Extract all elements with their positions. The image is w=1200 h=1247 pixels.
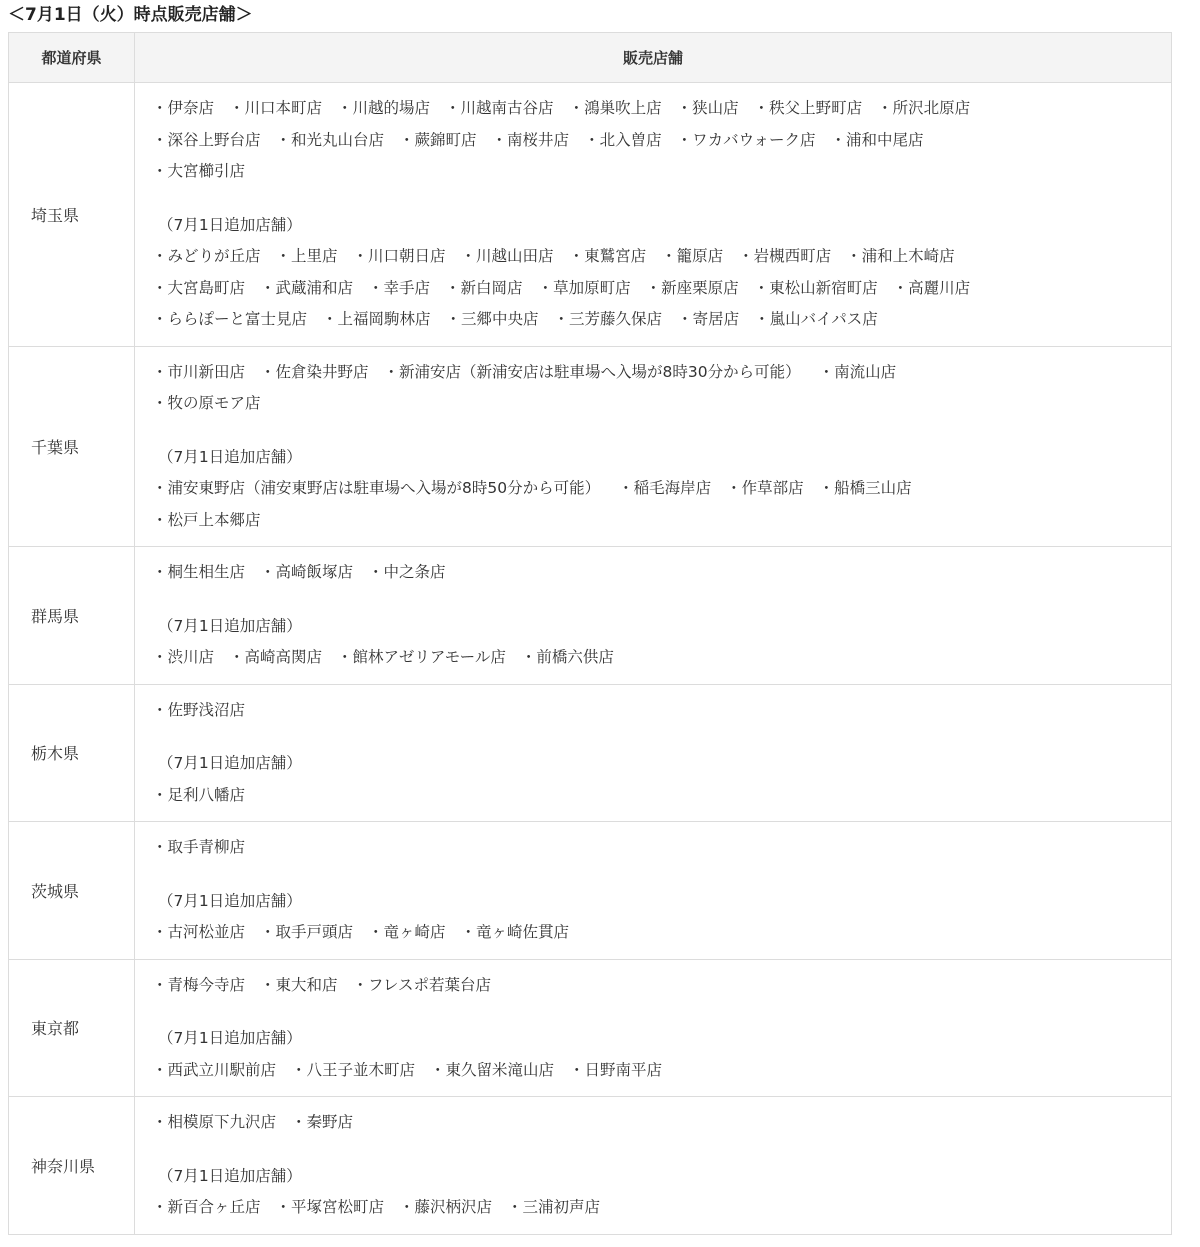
store-item: ・東大和店 bbox=[260, 975, 338, 994]
added-stores-label: （7月1日追加店舗） bbox=[158, 215, 302, 234]
store-item: ・ららぽーと富士見店 bbox=[152, 310, 308, 328]
store-item: ・三浦初声店 bbox=[507, 1198, 601, 1216]
store-item: ・深谷上野台店 bbox=[152, 130, 261, 149]
header-prefecture: 都道府県 bbox=[9, 33, 135, 83]
store-item: ・狭山店 bbox=[676, 99, 739, 117]
store-item: ・南桜井店 bbox=[491, 130, 570, 149]
store-line bbox=[152, 508, 1171, 540]
stores-cell bbox=[135, 684, 1172, 822]
store-item: ・南流山店 bbox=[818, 362, 897, 381]
section-gap bbox=[152, 423, 1171, 445]
stores-cell bbox=[135, 1097, 1172, 1235]
section-gap bbox=[152, 592, 1171, 614]
store-item: ・高崎高関店 bbox=[229, 648, 323, 666]
store-item: ・藤沢柄沢店 bbox=[399, 1198, 493, 1216]
store-item: ・平塚宮松町店 bbox=[275, 1198, 385, 1216]
store-item: ・北入曽店 bbox=[584, 130, 662, 149]
stores-cell bbox=[135, 83, 1172, 347]
store-line bbox=[152, 1110, 1171, 1142]
section-gap bbox=[152, 867, 1171, 889]
page-heading: ＜7月1日（火）時点販売店舗＞ bbox=[8, 5, 253, 25]
store-item: ・浦和中尾店 bbox=[830, 130, 924, 149]
store-item: ・みどりが丘店 bbox=[152, 247, 261, 265]
store-item: ・稲毛海岸店 bbox=[618, 479, 712, 497]
store-item: ・秦野店 bbox=[291, 1113, 354, 1131]
prefecture-cell: 群馬県 bbox=[9, 547, 135, 685]
added-stores-label: （7月1日追加店舗） bbox=[158, 1029, 302, 1047]
store-line bbox=[152, 698, 1171, 730]
added-stores-label: （7月1日追加店舗） bbox=[158, 1166, 302, 1185]
store-item: ・大宮櫛引店 bbox=[152, 162, 246, 180]
prefecture-cell: 千葉県 bbox=[9, 346, 135, 547]
added-stores-label: （7月1日追加店舗） bbox=[158, 891, 302, 910]
store-item: ・幸手店 bbox=[368, 278, 431, 297]
store-item: ・浦安東野店（浦安東野店は駐車場へ入場が8時50分から可能） bbox=[152, 479, 601, 497]
store-item: ・武蔵浦和店 bbox=[260, 278, 354, 297]
store-item: ・佐野浅沼店 bbox=[152, 700, 246, 719]
store-item: ・新浦安店（新浦安店は駐車場へ入場が8時30分から可能） bbox=[383, 362, 801, 381]
store-item: ・三郷中央店 bbox=[445, 310, 539, 328]
store-item: ・鴻巣吹上店 bbox=[568, 99, 662, 117]
store-line bbox=[152, 128, 1171, 160]
store-item: ・籠原店 bbox=[661, 247, 724, 265]
store-line bbox=[152, 645, 1171, 677]
store-item: ・渋川店 bbox=[152, 648, 215, 666]
store-item: ・川越南古谷店 bbox=[445, 99, 554, 117]
store-item: ・東鷲宮店 bbox=[568, 247, 647, 265]
store-line bbox=[152, 1195, 1171, 1227]
prefecture-cell: 栃木県 bbox=[9, 684, 135, 822]
table-row bbox=[9, 959, 1172, 1097]
store-item: ・古河松並店 bbox=[152, 923, 246, 941]
store-item: ・上福岡駒林店 bbox=[322, 310, 431, 328]
prefecture-cell: 茨城県 bbox=[9, 822, 135, 960]
store-line bbox=[152, 276, 1171, 308]
added-stores-label: （7月1日追加店舗） bbox=[158, 447, 302, 466]
store-item: ・西武立川駅前店 bbox=[152, 1060, 277, 1079]
store-item: ・佐倉染井野店 bbox=[260, 362, 369, 381]
store-item: ・日野南平店 bbox=[569, 1060, 663, 1079]
store-item: ・松戸上本郷店 bbox=[152, 510, 261, 529]
store-item: ・青梅今寺店 bbox=[152, 975, 246, 994]
store-item: ・取手青柳店 bbox=[152, 838, 246, 856]
stores-cell bbox=[135, 959, 1172, 1097]
store-item: ・前橋六供店 bbox=[520, 648, 614, 666]
prefecture-cell: 東京都 bbox=[9, 959, 135, 1097]
stores-cell bbox=[135, 822, 1172, 960]
store-item: ・新白岡店 bbox=[445, 278, 523, 297]
store-line bbox=[152, 560, 1171, 592]
table-row bbox=[9, 1097, 1172, 1235]
store-line bbox=[152, 360, 1171, 392]
table-row bbox=[9, 822, 1172, 960]
store-item: ・館林アゼリアモール店 bbox=[337, 648, 506, 666]
store-item: ・岩槻西町店 bbox=[738, 247, 832, 265]
store-line bbox=[152, 835, 1171, 867]
store-item: ・八王子並木町店 bbox=[291, 1060, 416, 1079]
store-item: ・上里店 bbox=[275, 247, 338, 265]
store-line bbox=[152, 920, 1171, 952]
store-line bbox=[152, 307, 1171, 339]
store-item: ・作草部店 bbox=[726, 479, 804, 497]
store-item: ・草加原町店 bbox=[537, 278, 631, 297]
store-line bbox=[152, 391, 1171, 423]
store-item: ・東松山新宿町店 bbox=[753, 278, 878, 297]
section-gap bbox=[152, 729, 1171, 751]
section-gap bbox=[152, 1142, 1171, 1164]
store-table bbox=[8, 32, 1172, 1235]
store-item: ・足利八幡店 bbox=[152, 785, 246, 804]
store-item: ・桐生相生店 bbox=[152, 563, 246, 581]
store-item: ・大宮島町店 bbox=[152, 278, 246, 297]
store-item: ・和光丸山台店 bbox=[275, 130, 385, 149]
store-item: ・川越山田店 bbox=[460, 247, 554, 265]
store-item: ・川口朝日店 bbox=[352, 247, 446, 265]
store-item: ・浦和上木崎店 bbox=[846, 247, 955, 265]
store-line bbox=[152, 1058, 1171, 1090]
store-item: ・新座栗原店 bbox=[645, 278, 739, 297]
section-gap bbox=[152, 1004, 1171, 1026]
store-item: ・船橋三山店 bbox=[818, 479, 912, 497]
table-row bbox=[9, 346, 1172, 547]
store-item: ・東久留米滝山店 bbox=[430, 1060, 555, 1079]
store-item: ・秩父上野町店 bbox=[753, 99, 863, 117]
added-stores-label: （7月1日追加店舗） bbox=[158, 616, 302, 635]
store-line bbox=[152, 973, 1171, 1005]
store-item: ・中之条店 bbox=[368, 563, 446, 581]
store-item: ・相模原下九沢店 bbox=[152, 1113, 277, 1131]
prefecture-cell: 神奈川県 bbox=[9, 1097, 135, 1235]
store-item: ・所沢北原店 bbox=[877, 99, 971, 117]
stores-cell bbox=[135, 547, 1172, 685]
table-row bbox=[9, 684, 1172, 822]
table-body bbox=[9, 83, 1172, 1235]
store-item: ・高崎飯塚店 bbox=[260, 563, 354, 581]
store-line bbox=[152, 244, 1171, 276]
store-item: ・三芳藤久保店 bbox=[553, 310, 663, 328]
store-item: ・蕨錦町店 bbox=[399, 130, 477, 149]
store-item: ・取手戸頭店 bbox=[260, 923, 354, 941]
store-item: ・高麗川店 bbox=[892, 278, 971, 297]
store-item: ・川越的場店 bbox=[337, 99, 431, 117]
table-row bbox=[9, 547, 1172, 685]
store-item: ・伊奈店 bbox=[152, 99, 215, 117]
table-row bbox=[9, 83, 1172, 347]
store-item: ・フレスポ若葉台店 bbox=[352, 975, 491, 994]
table-header-row bbox=[9, 33, 1172, 83]
header-stores: 販売店舗 bbox=[135, 33, 1172, 83]
stores-cell bbox=[135, 346, 1172, 547]
section-gap bbox=[152, 191, 1171, 213]
store-item: ・牧の原モア店 bbox=[152, 394, 261, 412]
store-item: ・市川新田店 bbox=[152, 362, 246, 381]
store-item: ・ワカバウォーク店 bbox=[676, 130, 816, 149]
store-line bbox=[152, 96, 1171, 128]
store-item: ・新百合ヶ丘店 bbox=[152, 1198, 261, 1216]
store-line bbox=[152, 783, 1171, 815]
store-item: ・竜ヶ崎店 bbox=[368, 923, 446, 941]
added-stores-label: （7月1日追加店舗） bbox=[158, 754, 302, 772]
prefecture-cell: 埼玉県 bbox=[9, 83, 135, 347]
store-item: ・嵐山バイパス店 bbox=[754, 310, 878, 328]
store-line bbox=[152, 159, 1171, 191]
store-line bbox=[152, 476, 1171, 508]
store-item: ・寄居店 bbox=[677, 310, 740, 328]
store-item: ・竜ヶ崎佐貫店 bbox=[460, 923, 570, 941]
store-item: ・川口本町店 bbox=[229, 99, 323, 117]
